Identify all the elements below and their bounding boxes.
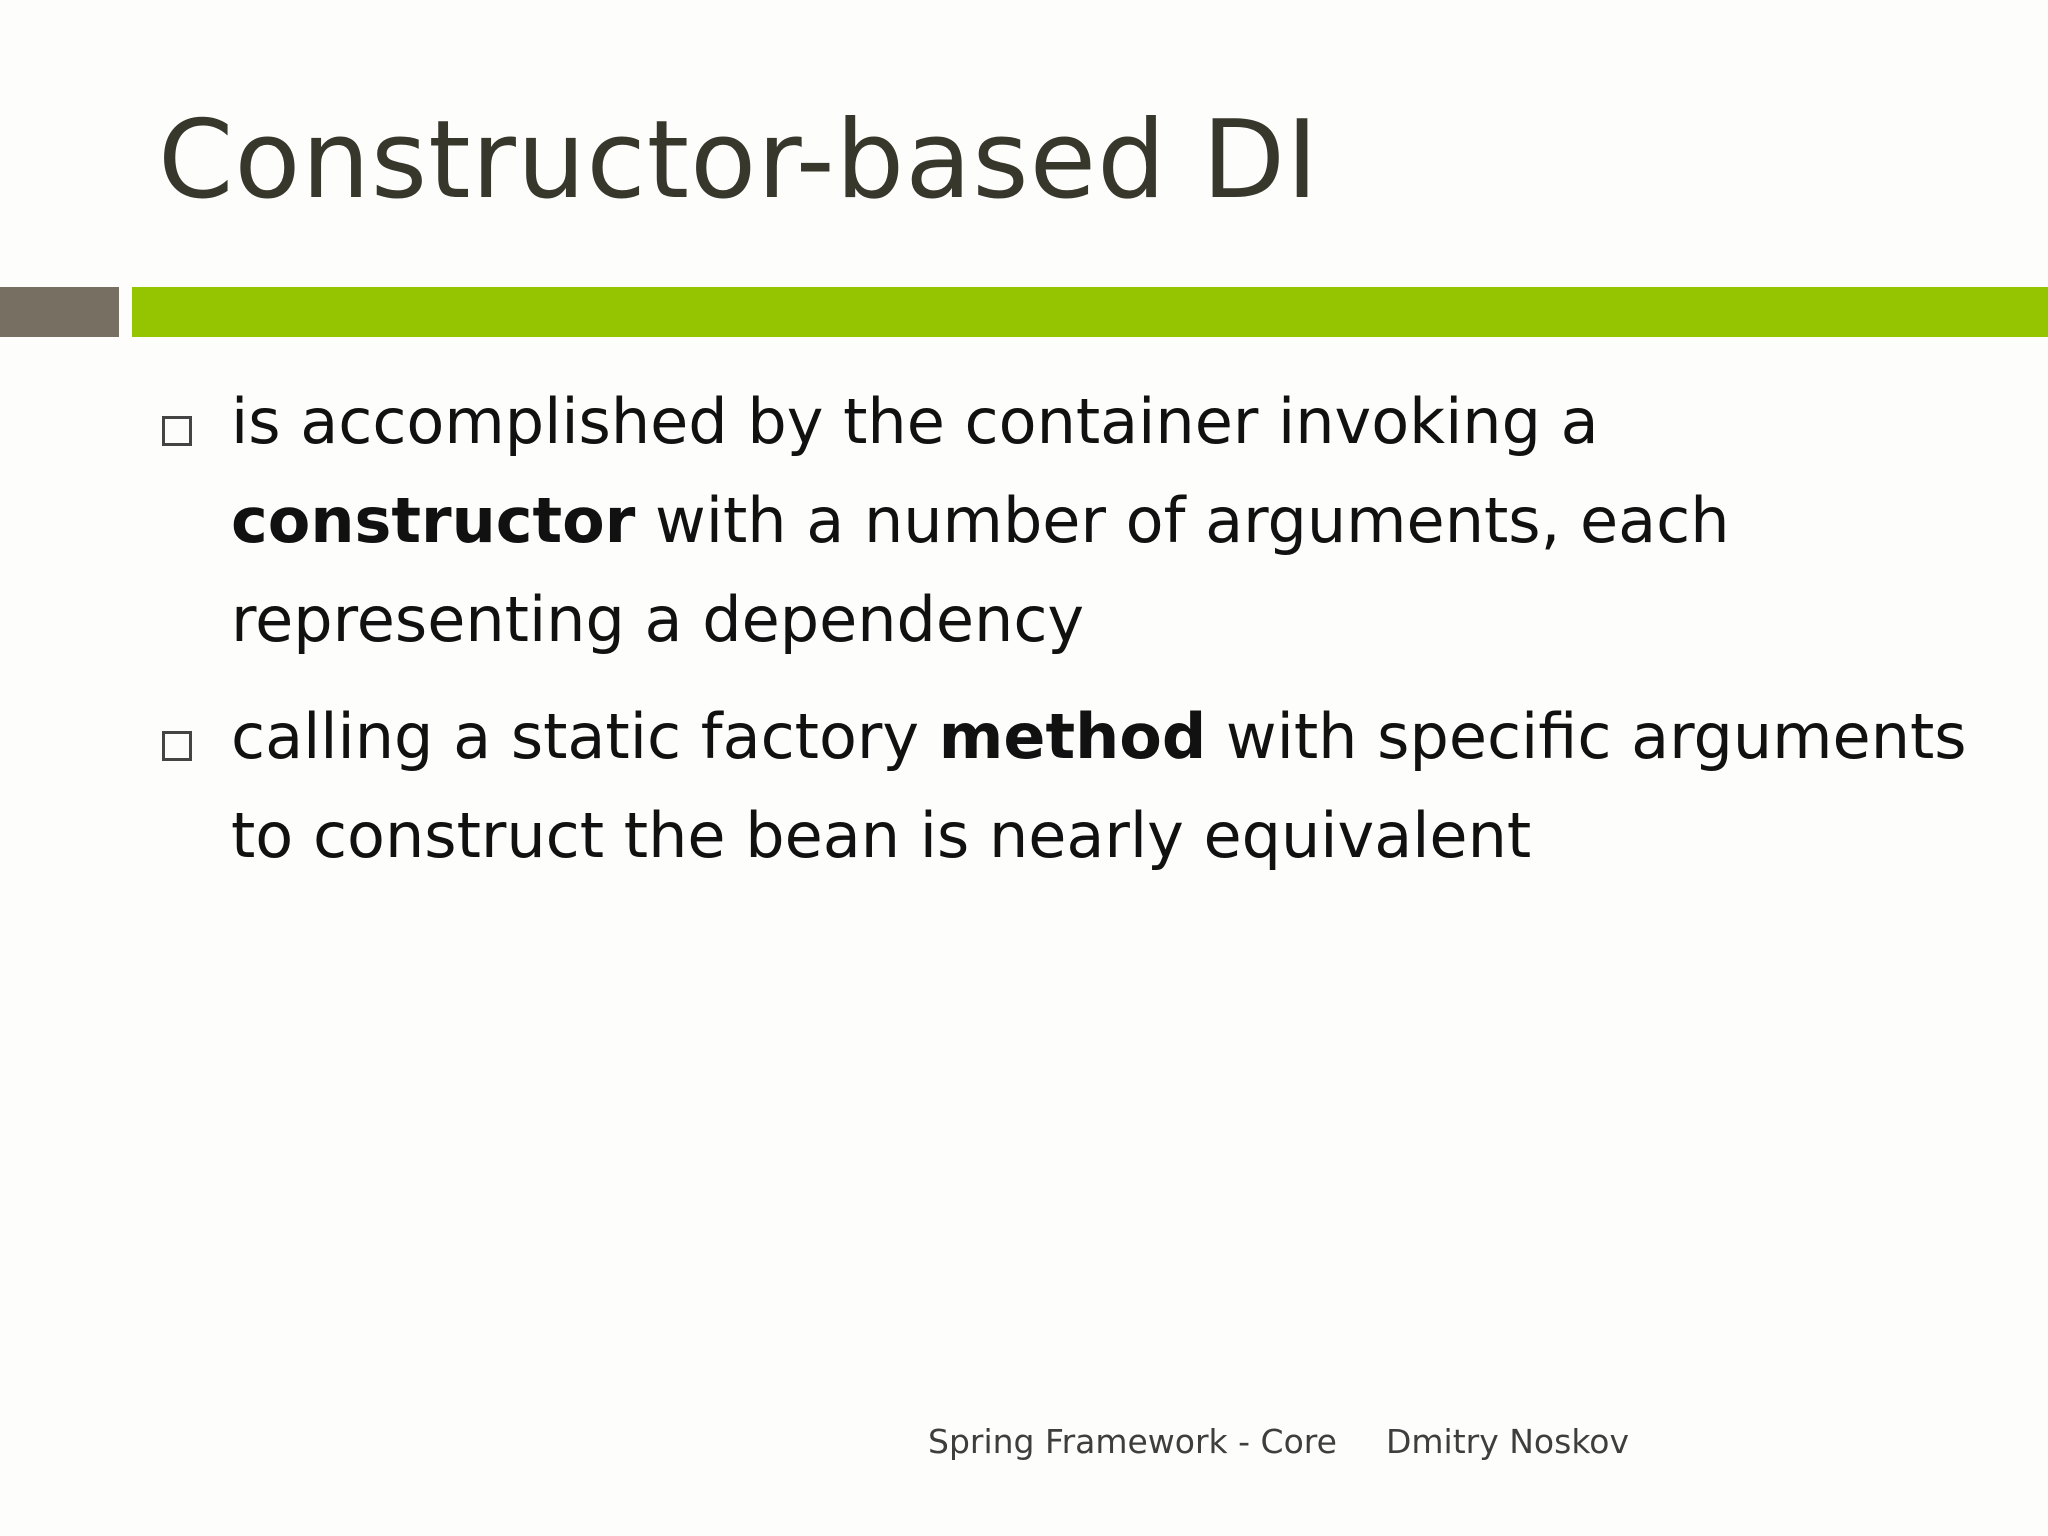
- square-outline-bullet-icon: [162, 731, 192, 761]
- square-outline-bullet-icon: [162, 416, 192, 446]
- slide-title: Constructor-based DI: [158, 98, 1320, 223]
- bullet-item: [160, 687, 2000, 885]
- footer-topic: Spring Framework - Core: [928, 1422, 1337, 1461]
- bullet-bold-term: method: [938, 700, 1207, 773]
- bullet-bold-term: constructor: [231, 484, 636, 557]
- accent-bar-green: [132, 287, 2048, 337]
- bullet-item: [160, 372, 2000, 669]
- accent-bar-gray: [0, 287, 119, 337]
- bullet-list: [160, 372, 2000, 903]
- bullet-text: calling a static factory: [231, 700, 939, 773]
- bullet-text: with a number of arguments, each representing a dependency: [231, 484, 1730, 656]
- bullet-text: is accomplished by the container invoking a: [231, 385, 1599, 458]
- bullet-text: with specific arguments to construct the bean is nearly equivalent: [231, 700, 1967, 872]
- footer-author: Dmitry Noskov: [1386, 1422, 1629, 1461]
